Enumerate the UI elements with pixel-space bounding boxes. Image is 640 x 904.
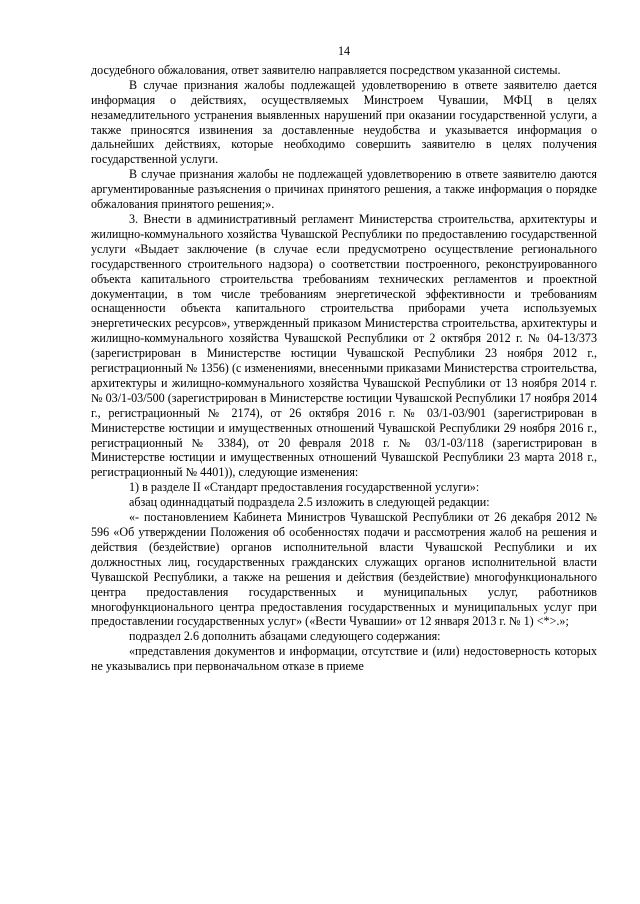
paragraph: В случае признания жалобы подлежащей удовлетворению в ответе заявителю дается информация о действиях, осуществляемых Минстроем Чувашии, МФЦ в целях незамедлительного устранения выявленных нарушений при оказании государственной услуги, а также приносятся извинения за доставленные неудобства и указывается информация о дальнейших действиях, которые необходимо совершить заявителю в целях получения государственной услуги. (91, 77, 597, 167)
paragraph: «- постановлением Кабинета Министров Чувашской Республики от 26 декабря 2012 № 596 «Об утверждении Положения об особенностях подачи и рассмотрения жалоб на решения и действия (бездействие) органов исполнительной власти Чувашской Республики и их должностных лиц, государственных гражданских служащих органов исполнительной власти Чувашской Республики, а также на решения и действия (бездействие) многофункционального центра предоставления государственных и муниципальных услуг, работников многофункционального центра предоставления государственных и муниципальных услуг при предоставлении государственных услуг» («Вести Чувашии» от 12 января 2013 г. № 1) <*>.»; (91, 510, 597, 629)
paragraph: подраздел 2.6 дополнить абзацами следующего содержания: (129, 629, 441, 644)
paragraph: досудебного обжалования, ответ заявителю направляется посредством указанной системы. (91, 62, 561, 77)
paragraph: абзац одиннадцатый подраздела 2.5 изложить в следующей редакции: (129, 495, 490, 510)
document-body (91, 63, 597, 674)
paragraph: 1) в разделе II «Стандарт предоставления государственной услуги»: (129, 480, 480, 495)
paragraph: 3. Внести в административный регламент Министерства строительства, архитектуры и жилищно-коммунального хозяйства Чувашской Республики по предоставлению государственной услуги «Выдает заключение (в случае если предусмотрено осуществление регионального государственного строительного надзора) о соответствии построенного, реконструированного объекта капитального строительства требованиям технических регламентов и проектной документации, в том числе требованиям энергетической эффективности и требованиям оснащенности объекта капитального строительства приборами учета используемых энергетических ресурсов», утвержденный приказом Министерства строительства, архитектуры и жилищно-коммунального хозяйства Чувашской Республики от 2 октября 2012 г. № 04-13/373 (зарегистрирован в Министерстве юстиции Чувашской Республики 23 ноября 2012 г., регистрационный № 1356) (с изменениями, внесенными приказами Министерства строительства, архитектуры и жилищно-коммунального хозяйства Чувашской Республики от 13 ноября 2014 г. № 03/1-03/500 (зарегистрирован в Министерстве юстиции Чувашской Республики 17 ноября 2014 г., регистрационный № 2174), от 26 октября 2016 г. № 03/1-03/901 (зарегистрирован в Министерстве юстиции и имущественных отношений Чувашской Республики 29 ноября 2016 г., регистрационный № 3384), от 20 февраля 2018 г. № 03/1-03/118 (зарегистрирован в Министерстве юстиции и имущественных отношений Чувашской Республики 23 марта 2018 г., регистрационный № 4401)), следующие изменения: (91, 211, 597, 480)
page-number: 14 (337, 44, 351, 58)
paragraph: В случае признания жалобы не подлежащей удовлетворению в ответе заявителю даются аргументированные разъяснения о причинах принятого решения, а также информация о порядке обжалования принятого решения;». (91, 167, 597, 212)
document-page (91, 44, 597, 674)
paragraph: «представления документов и информации, отсутствие и (или) недостоверность которых не указывались при первоначальном отказе в приеме (91, 644, 597, 674)
